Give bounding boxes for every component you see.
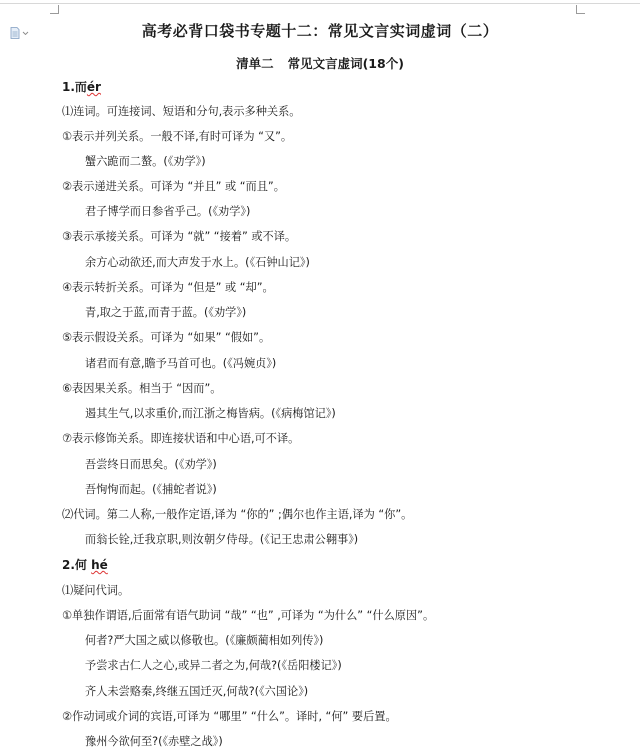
- entry-heading-label: 1.而: [62, 80, 87, 94]
- example-line: 遏其生气,以求重价,而江浙之梅皆病。(《病梅馆记》): [85, 407, 336, 420]
- text-line: ⑴连词。可连接词、短语和分句,表示多种关系。: [62, 105, 301, 118]
- page-corner-mark-left: [50, 5, 59, 14]
- page-corner-mark-right: [576, 5, 585, 14]
- text-line: ⑤表示假设关系。可译为 “如果” “假如”。: [62, 331, 271, 344]
- entry-heading-he: [62, 557, 600, 573]
- example-line: 豫州今欲何至?(《赤壁之战》): [85, 735, 223, 748]
- subtitle-list-label: 清单二: [236, 56, 274, 71]
- example-line: 诸君而有意,瞻予马首可也。(《冯婉贞》): [85, 357, 277, 370]
- example-line: 而翁长铨,迁我京职,则汝朝夕侍母。(《记王忠肃公翱事》): [85, 533, 359, 546]
- text-line: ②作动词或介词的宾语,可译为 “哪里” “什么”。译时, “何” 要后置。: [62, 710, 397, 723]
- subtitle-section-name: 常见文言虚词(18个): [287, 56, 404, 71]
- text-line: ④表示转折关系。可译为 “但是” 或 “却”。: [62, 281, 274, 294]
- entry-pinyin: hé: [91, 558, 108, 572]
- page-title: 高考必背口袋书专题十二：常见文言实词虚词（二）: [141, 22, 499, 40]
- example-line: 齐人未尝赂秦,终继五国迁灭,何哉?(《六国论》): [85, 685, 309, 698]
- text-line: ①单独作谓语,后面常有语气助词 “哉” “也” ,可译为 “为什么” “什么原因”。: [62, 609, 435, 622]
- example-line: 吾尝终日而思矣。(《劝学》): [85, 458, 217, 471]
- text-line: ⑥表因果关系。相当于 “因而”。: [62, 382, 222, 395]
- example-line: 吾恂恂而起。(《捕蛇者说》): [85, 483, 217, 496]
- example-line: 青,取之于蓝,而青于蓝。(《劝学》): [85, 306, 247, 319]
- section-subtitle: [0, 54, 640, 72]
- text-line: ③表示承接关系。可译为 “就” “接着” 或不译。: [62, 230, 297, 243]
- example-line: 蟹六跪而二螯。(《劝学》): [85, 155, 206, 168]
- text-line: ⑦表示修饰关系。即连接状语和中心语,可不译。: [62, 432, 300, 445]
- page-top-border: [0, 3, 640, 4]
- example-line: 何者?严大国之威以修敬也。(《廉颇蔺相如列传》): [85, 634, 324, 647]
- entry-pinyin: ér: [86, 80, 101, 94]
- text-line: ⑵代词。第二人称,一般作定语,译为 “你的” ;偶尔也作主语,译为 “你”。: [62, 508, 413, 521]
- text-line: ①表示并列关系。一般不译,有时可译为 “又”。: [62, 130, 293, 143]
- example-line: 余方心动欲还,而大声发于水上。(《石钟山记》): [85, 256, 310, 269]
- text-line: ⑴疑问代词。: [62, 584, 130, 597]
- entry-heading-label: 2.何: [62, 558, 87, 572]
- example-line: 君子博学而日参省乎己。(《劝学》): [85, 205, 251, 218]
- example-line: 予尝求古仁人之心,或异二者之为,何哉?(《岳阳楼记》): [85, 659, 342, 672]
- entry-heading-er: [62, 79, 600, 95]
- text-line: ②表示递进关系。可译为 “并且” 或 “而且”。: [62, 180, 285, 193]
